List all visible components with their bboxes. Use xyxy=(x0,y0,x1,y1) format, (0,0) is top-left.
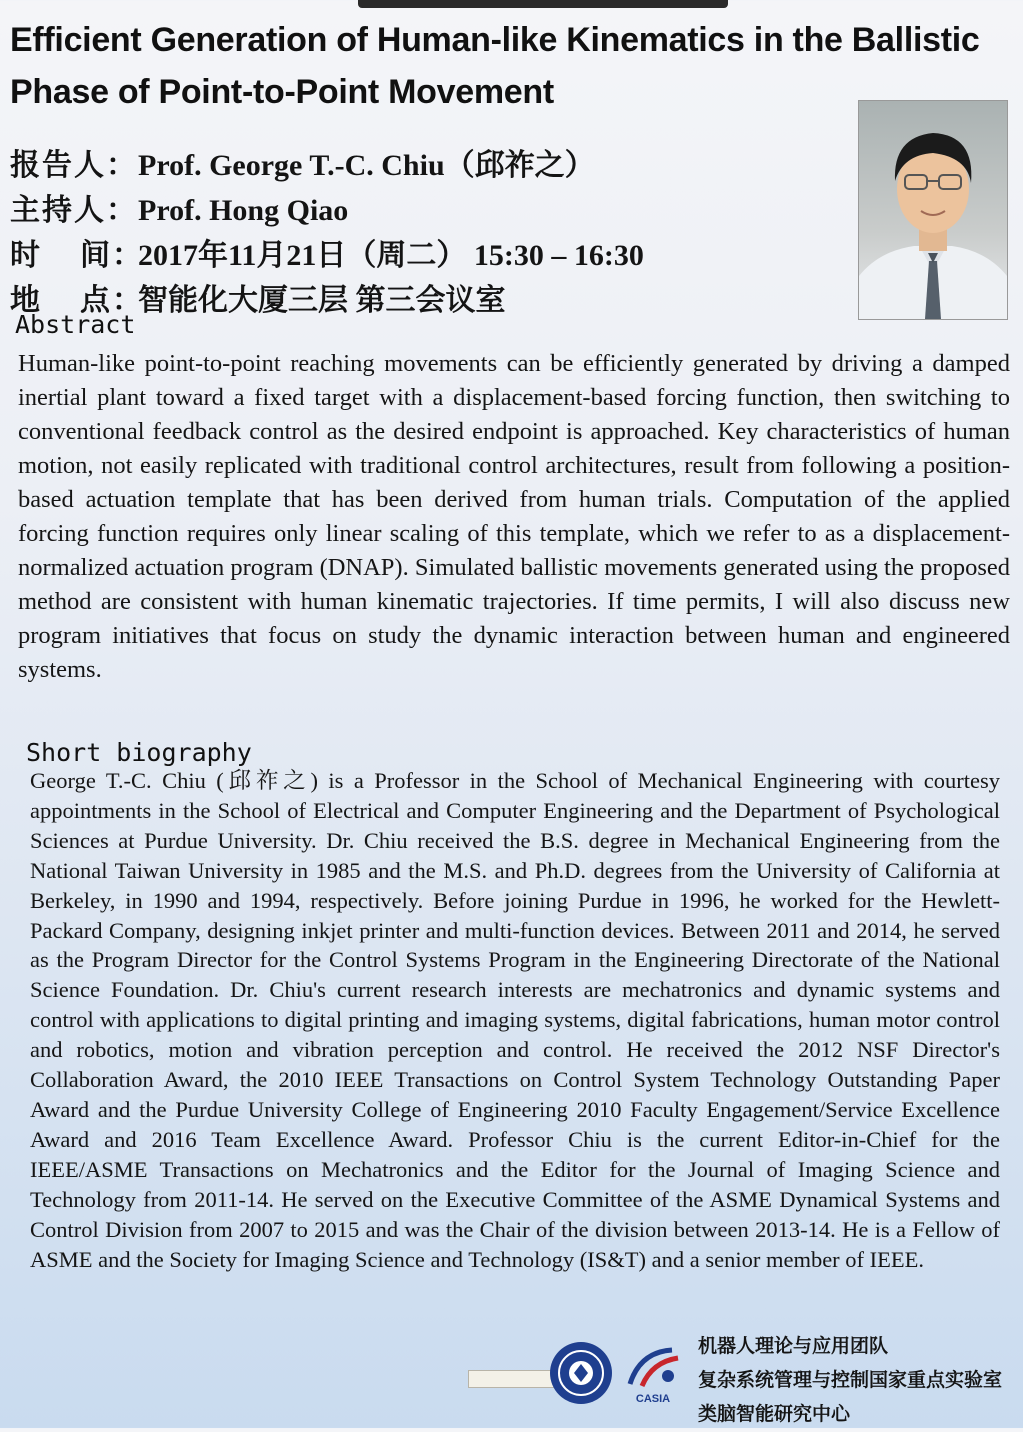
institute-seal-icon xyxy=(548,1340,614,1406)
info-speaker-label: 报告人： xyxy=(10,149,138,182)
biography-text: George T.-C. Chiu (邱祚之) is a Professor in the School of Mechanical Engineering with courtesy appointments in the School of Electrical and Computer Engineering and the Department of Psychological Sciences at Purdue University. Dr. Chiu received the B.S. degree in Mechanical Engineering from the National Taiwan University in 1985 and the M.S. and Ph.D. degrees from the University of California at Berkeley, in 1990 and 1994, respectively. Before joining Purdue in 1996, he worked for the Hewlett-Packard Company, designing inkjet printer and multi-function devices. Between 2011 and 2014, he served as the Program Director for the Control Systems Program in the Engineering Directorate of the National Science Foundation. Dr. Chiu's current research interests are mechatronics and dynamic systems and control with applications to digital printing and imaging systems, digital fabrications, human motor control and robotics, motion and vibration perception and control. He received the 2012 NSF Director's Collaboration Award, the 2010 IEEE Transactions on Control System Technology Outstanding Paper Award and the Purdue University College of Engineering 2010 Faculty Engagement/Service Excellence Award and 2016 Team Excellence Award. Professor Chiu is the current Editor-in-Chief for the IEEE/ASME Transactions on Mechatronics and the Editor for the Journal of Imaging Science and Technology from 2011-14. He served on the Executive Committee of the ASME Dynamical Systems and Control Division from 2007 to 2015 and was the Chair of the division between 2013-14. He is a Fellow of ASME and the Society for Imaging Science and Technology (IS&T) and a senior member of IEEE. xyxy=(30,768,1000,1272)
poster-top-bar xyxy=(358,0,728,8)
organizer-center: 类脑智能研究中心 xyxy=(698,1404,851,1425)
info-time-value: 2017年11月21日（周二） 15:30 – 16:30 xyxy=(138,239,644,272)
organizer-team: 机器人理论与应用团队 xyxy=(698,1336,889,1357)
biography-heading: Short biography xyxy=(26,738,252,767)
speaker-photo xyxy=(858,100,1008,320)
organizer-list xyxy=(698,1330,1018,1432)
info-time-label: 时 间： xyxy=(10,239,144,272)
casia-logo-icon xyxy=(622,1346,684,1390)
poster-title: Efficient Generation of Human-like Kinematics in the Ballistic Phase of Point-to-Point Movement xyxy=(10,21,980,111)
info-location xyxy=(10,275,850,320)
info-host xyxy=(10,185,850,230)
abstract-text: Human-like point-to-point reaching movements can be efficiently generated by driving a damped inertial plant toward a fixed target with a displacement-based forcing function, then switching to conventional feedback control as the desired endpoint is approached. Key characteristics of human motion, not easily replicated with traditional control architectures, result from following a position-based actuation template that has been derived from human trials. Computation of the applied forcing function requires only linear scaling of this template, which we refer to as a displacement-normalized actuation program (DNAP). Simulated ballistic movements generated using the proposed method are consistent with human kinematic trajectories. If time permits, I will also discuss new program initiatives that focus on study the dynamic interaction between human and engineered systems. xyxy=(18,350,1010,683)
casia-logo xyxy=(622,1346,684,1404)
info-location-label: 地 点： xyxy=(10,284,144,317)
info-speaker-value: Prof. George T.-C. Chiu（邱祚之） xyxy=(138,149,595,182)
talk-info xyxy=(10,140,850,320)
info-location-value: 智能化大厦三层 第三会议室 xyxy=(138,284,506,317)
info-time xyxy=(10,230,850,275)
info-speaker xyxy=(10,140,850,185)
info-host-label: 主持人： xyxy=(10,194,138,227)
organizer-lab: 复杂系统管理与控制国家重点实验室 xyxy=(698,1370,1003,1391)
casia-logo-text: CASIA xyxy=(635,1393,671,1405)
info-host-value: Prof. Hong Qiao xyxy=(138,194,349,227)
abstract-heading: Abstract xyxy=(15,310,136,339)
